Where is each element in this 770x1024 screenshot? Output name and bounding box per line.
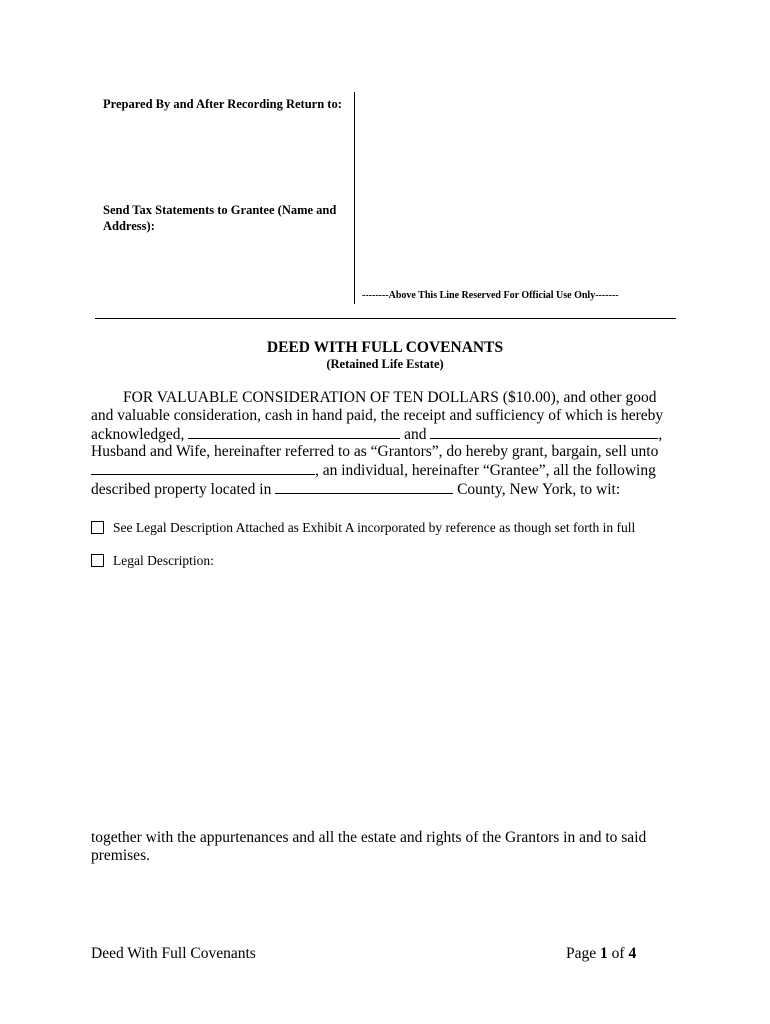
legal-description-checkbox[interactable] <box>91 554 104 567</box>
property-located-text: described property located in <box>91 481 272 498</box>
official-use-reserved-line: --------Above This Line Reserved For Official Use Only------- <box>362 290 619 301</box>
and-text: and <box>404 426 427 443</box>
comma-text: , <box>658 426 663 443</box>
footer-document-title: Deed With Full Covenants <box>91 945 256 962</box>
county-blank[interactable] <box>275 480 453 494</box>
closing-line-2: premises. <box>91 847 150 864</box>
exhibit-a-label: See Legal Description Attached as Exhibit A incorporated by reference as though set forth in full <box>113 520 636 535</box>
body-line-5 <box>91 461 656 480</box>
body-line-6 <box>91 480 620 499</box>
send-tax-statements-label <box>103 202 336 234</box>
body-line-3 <box>91 425 662 444</box>
body-line-1: FOR VALUABLE CONSIDERATION OF TEN DOLLARS ($10.00), and other good <box>123 389 657 406</box>
document-title: DEED WITH FULL COVENANTS <box>266 339 504 356</box>
acknowledged-text: acknowledged, <box>91 426 185 443</box>
exhibit-a-checkbox[interactable] <box>91 521 104 534</box>
header-horizontal-divider <box>95 318 676 319</box>
grantee-name-blank[interactable] <box>91 461 315 475</box>
send-tax-line-1: Send Tax Statements to Grantee (Name and <box>103 203 337 217</box>
send-tax-line-2: Address): <box>103 219 155 233</box>
body-line-2: and valuable consideration, cash in hand paid, the receipt and sufficiency of which is hereby <box>91 407 664 424</box>
footer-page-number <box>566 945 636 963</box>
page-current: 1 <box>600 945 608 962</box>
header-vertical-divider <box>354 92 355 304</box>
legal-description-label: Legal Description: <box>113 553 214 568</box>
grantee-text: , an individual, hereinafter “Grantee”, all the following <box>315 462 656 479</box>
page-total: 4 <box>628 945 637 962</box>
closing-line-1: together with the appurtenances and all the estate and rights of the Grantors in and to said <box>91 829 647 846</box>
county-state-text: County, New York, to wit: <box>457 481 621 498</box>
page-label: Page <box>566 945 597 962</box>
document-subtitle: (Retained Life Estate) <box>326 357 444 371</box>
page-of-label: of <box>611 945 625 962</box>
grantor-1-blank[interactable] <box>188 425 400 439</box>
body-line-4: Husband and Wife, hereinafter referred to as “Grantors”, do hereby grant, bargain, sell unto <box>91 443 659 460</box>
prepared-by-label: Prepared By and After Recording Return to: <box>103 97 342 111</box>
grantor-2-blank[interactable] <box>430 425 658 439</box>
